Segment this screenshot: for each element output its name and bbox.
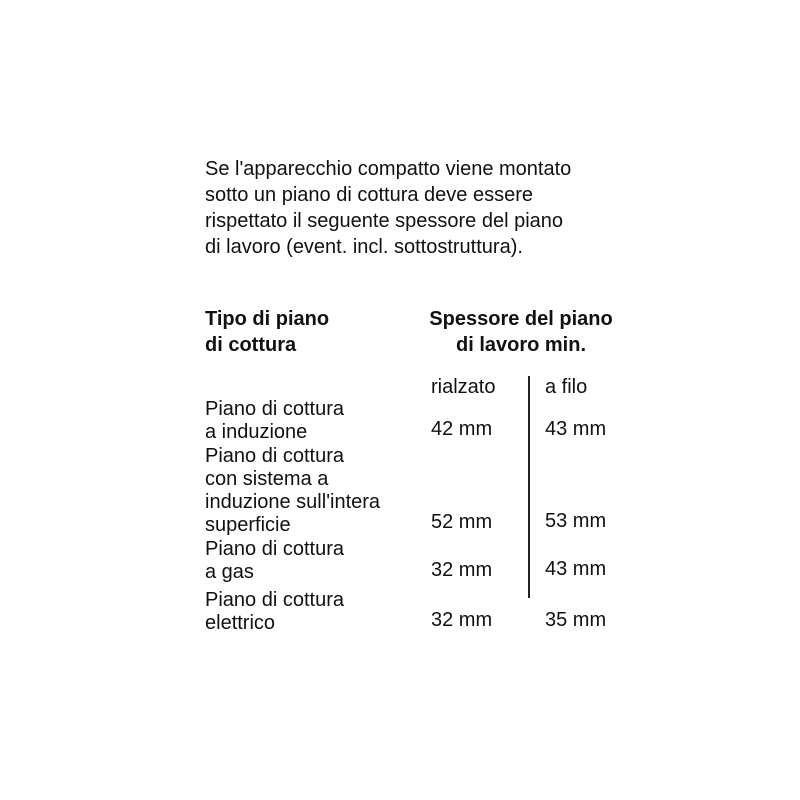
- row-label-induction: [205, 398, 344, 444]
- value-raised-full-surface-induction: 52 mm: [431, 511, 493, 533]
- value-flush-induction: 43 mm: [545, 418, 607, 440]
- intro-line: di lavoro (event. incl. sottostruttura).: [205, 236, 523, 258]
- intro-line: sotto un piano di cottura deve essere: [205, 184, 533, 206]
- intro-paragraph: [205, 156, 665, 260]
- row-label-line: Piano di cottura: [205, 589, 344, 611]
- column-header-cooktop-type: [205, 306, 329, 358]
- row-label-line: a induzione: [205, 421, 308, 443]
- subheader-flush: a filo: [545, 376, 588, 398]
- intro-line: rispettato il seguente spessore del piano: [205, 210, 564, 232]
- row-label-electric: [205, 589, 344, 635]
- row-label-line: Piano di cottura: [205, 538, 344, 560]
- value-flush-gas: 43 mm: [545, 558, 607, 580]
- row-label-line: Piano di cottura: [205, 398, 344, 420]
- subheader-raised: rialzato: [431, 376, 496, 398]
- row-label-line: con sistema a: [205, 468, 329, 490]
- row-label-line: induzione sull'intera: [205, 491, 381, 513]
- value-raised-induction: 42 mm: [431, 418, 493, 440]
- header-line: Tipo di piano: [205, 308, 330, 330]
- row-label-line: a gas: [205, 561, 254, 583]
- value-raised-gas: 32 mm: [431, 559, 493, 581]
- row-label-gas: [205, 538, 344, 584]
- value-raised-electric: 32 mm: [431, 609, 493, 631]
- row-label-full-surface-induction: [205, 445, 380, 537]
- intro-line: Se l'apparecchio compatto viene montato: [205, 158, 572, 180]
- value-flush-full-surface-induction: 53 mm: [545, 510, 607, 532]
- header-line: di lavoro min.: [455, 334, 587, 356]
- row-label-line: Piano di cottura: [205, 445, 344, 467]
- column-header-worktop-thickness: [412, 306, 630, 358]
- column-divider: [528, 376, 530, 598]
- row-label-line: elettrico: [205, 612, 276, 634]
- header-line: di cottura: [205, 334, 297, 356]
- header-line: Spessore del piano: [429, 308, 613, 330]
- row-label-line: superficie: [205, 514, 291, 536]
- value-flush-electric: 35 mm: [545, 609, 607, 631]
